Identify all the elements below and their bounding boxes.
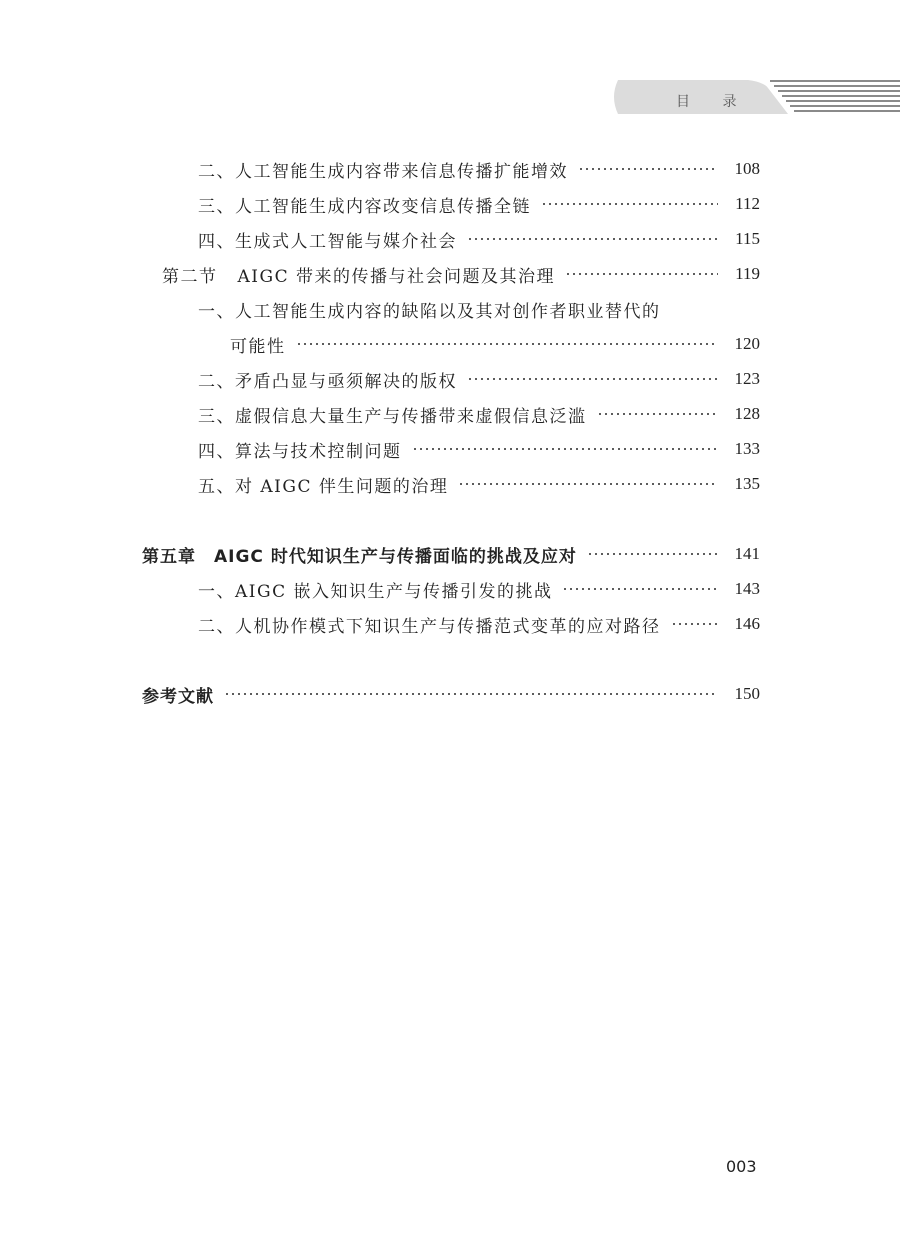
toc-entry-page: 112	[735, 194, 760, 213]
section-title: AIGC 带来的传播与社会问题及其治理	[237, 266, 555, 287]
toc-entry-label: 四、生成式人工智能与媒介社会	[198, 231, 457, 252]
dot-leader	[412, 448, 719, 450]
chapter-number: 第五章	[142, 546, 196, 567]
dot-leader	[467, 238, 718, 240]
dot-leader	[565, 273, 718, 275]
toc-entry-page: 135	[734, 474, 760, 493]
toc-entry-continuation[interactable]	[230, 332, 760, 356]
dot-leader	[458, 483, 718, 485]
toc-entry-label	[162, 262, 555, 287]
toc-entry[interactable]	[198, 367, 760, 391]
toc-entry-label: 参考文献	[142, 686, 214, 707]
dot-leader	[578, 168, 718, 170]
running-title: 目 录	[676, 94, 751, 110]
toc-entry[interactable]	[198, 227, 760, 251]
toc-entry-label: 可能性	[230, 336, 286, 357]
toc-entry-page: 141	[734, 544, 760, 563]
toc-entry-page: 120	[734, 334, 760, 353]
toc-entry[interactable]	[198, 402, 760, 426]
toc-entry-page: 108	[734, 159, 760, 178]
toc-entry-page: 115	[735, 229, 760, 248]
toc-entry[interactable]	[198, 472, 760, 496]
toc-section-entry[interactable]	[162, 262, 760, 286]
toc-chapter-entry[interactable]	[142, 542, 760, 566]
dot-leader	[587, 553, 718, 555]
dot-leader	[597, 413, 719, 415]
toc-entry-label	[142, 542, 577, 567]
dot-leader	[224, 693, 718, 695]
header-decoration	[0, 0, 900, 130]
dot-leader	[671, 623, 719, 625]
dot-leader	[562, 588, 718, 590]
toc-entry[interactable]	[198, 192, 760, 216]
section-number: 第二节	[162, 266, 218, 287]
toc-entry[interactable]	[198, 577, 760, 601]
toc-entry-label: 一、AIGC 嵌入知识生产与传播引发的挑战	[198, 581, 553, 602]
toc-entry-page: 146	[734, 614, 760, 633]
page-number: 003	[726, 1157, 757, 1176]
toc-entry-page: 123	[734, 369, 760, 388]
toc-entry-page: 128	[734, 404, 760, 423]
toc-entry-label: 二、矛盾凸显与亟须解决的版权	[198, 371, 457, 392]
toc-entry[interactable]	[198, 437, 760, 461]
toc-entry-page: 150	[734, 684, 760, 703]
toc-entry[interactable]	[198, 612, 760, 636]
toc-entry-page: 133	[734, 439, 760, 458]
toc-entry[interactable]	[198, 297, 760, 321]
toc-entry-label: 三、虚假信息大量生产与传播带来虚假信息泛滥	[198, 406, 587, 427]
toc-entry-page: 119	[735, 264, 760, 283]
toc-entry-label: 一、人工智能生成内容的缺陷以及其对创作者职业替代的	[198, 301, 661, 322]
toc-entry[interactable]	[198, 157, 760, 181]
toc-entry-label: 二、人工智能生成内容带来信息传播扩能增效	[198, 161, 568, 182]
toc-entry-label: 三、人工智能生成内容改变信息传播全链	[198, 196, 531, 217]
chapter-title: AIGC 时代知识生产与传播面临的挑战及应对	[214, 546, 577, 567]
toc-entry-page: 143	[734, 579, 760, 598]
dot-leader	[296, 343, 719, 345]
dot-leader	[541, 203, 718, 205]
dot-leader	[467, 378, 718, 380]
toc-entry-label: 二、人机协作模式下知识生产与传播范式变革的应对路径	[198, 616, 661, 637]
toc-entry-label: 五、对 AIGC 伴生问题的治理	[198, 476, 449, 497]
toc-references-entry[interactable]	[142, 682, 760, 706]
toc-entry-label: 四、算法与技术控制问题	[198, 441, 402, 462]
